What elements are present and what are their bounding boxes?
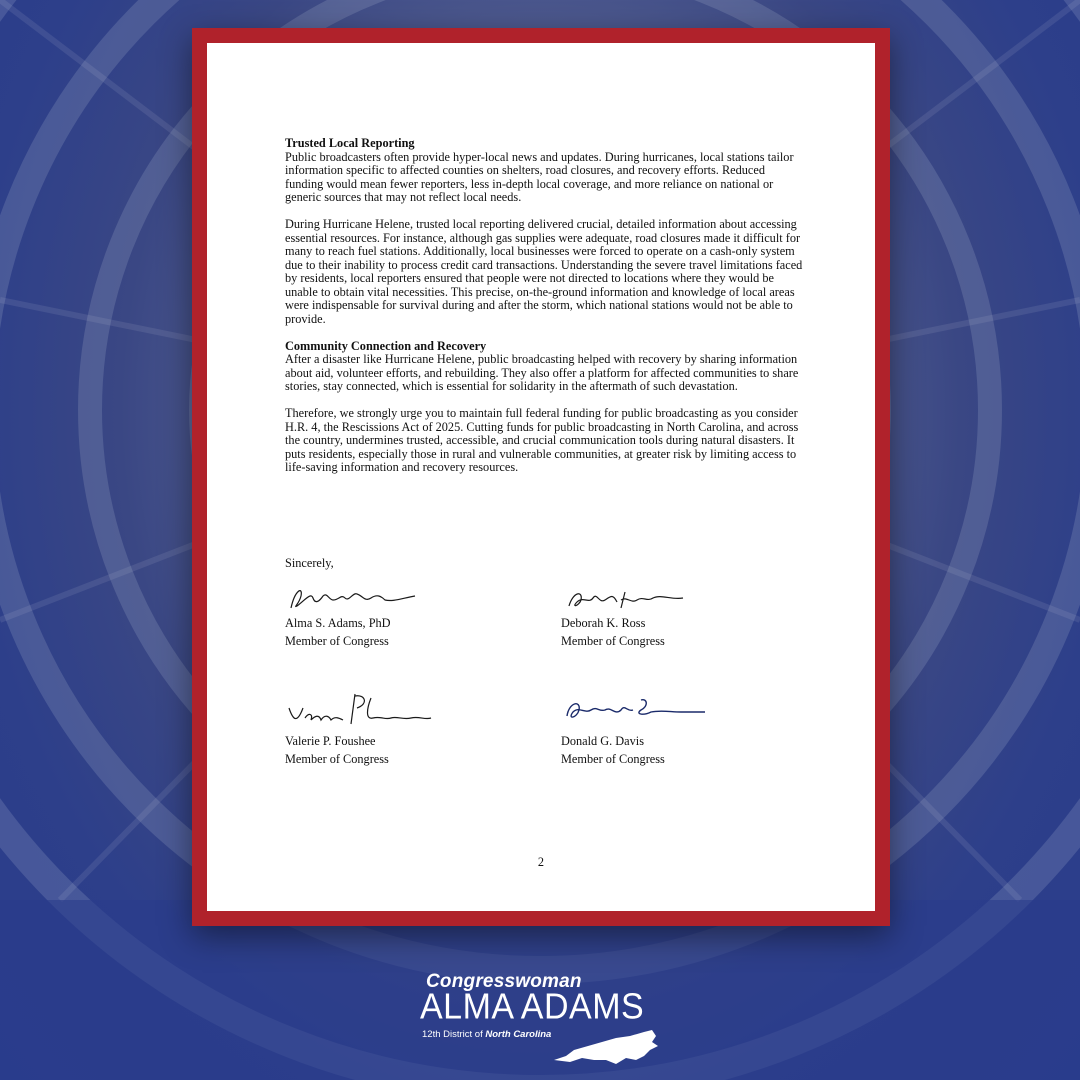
section-heading: Community Connection and Recovery xyxy=(285,338,487,353)
page-number: 2 xyxy=(537,855,545,869)
logo-prefix: Congresswoman xyxy=(426,971,582,992)
district-state: North Carolina xyxy=(485,1029,552,1040)
signer-adams xyxy=(285,584,425,650)
signature-block xyxy=(285,556,805,766)
section-community-connection xyxy=(285,340,805,394)
section-heading: Trusted Local Reporting xyxy=(285,136,415,150)
logo-district xyxy=(422,1029,551,1040)
signature-davis xyxy=(561,690,711,732)
signer-name: Alma S. Adams, PhD xyxy=(285,616,391,630)
salutation: Sincerely, xyxy=(285,556,334,570)
north-carolina-map-icon xyxy=(552,1026,662,1066)
signature-foushee xyxy=(285,690,435,732)
closing-paragraph: Therefore, we strongly urge you to maintain full federal funding for public broadcasting as you consider H.R. 4, the Rescissions Act of 2025. Cutting funds for public broadcasting in North Carolina, and across the country, undermines trusted, accessible, and crucial communication tools during natural disasters. It puts residents, especially those in rural and vulnerable communities, at greater risk by limiting access to life-saving information and recovery resources. xyxy=(285,406,799,474)
signature-ross xyxy=(561,584,691,614)
signer-name: Donald G. Davis xyxy=(561,734,644,748)
red-frame xyxy=(192,28,890,926)
signer-name: Deborah K. Ross xyxy=(561,616,646,630)
letter-body xyxy=(285,137,805,488)
section-trusted-local-reporting xyxy=(285,137,805,205)
signer-name: Valerie P. Foushee xyxy=(285,734,376,748)
logo-name: ALMA ADAMS xyxy=(420,987,645,1027)
signature-adams xyxy=(285,584,425,614)
signer-ross xyxy=(561,584,691,650)
signer-title: Member of Congress xyxy=(285,752,389,766)
paragraph: Public broadcasters often provide hyper-local news and updates. During hurricanes, local stations tailor information specific to affected counties on shelters, road closures, and recovery efforts. Reduced funding would mean fewer reporters, less in-depth local coverage, and more reliance on national or generic sources that may not reflect local needs. xyxy=(285,149,794,204)
paragraph: After a disaster like Hurricane Helene, public broadcasting helped with recovery by sharing information about aid, volunteer efforts, and rebuilding. They also offer a platform for affected communities to share stories, stay connected, which is essential for solidarity in the aftermath of such devastation. xyxy=(285,352,799,393)
letter-page xyxy=(207,43,875,911)
congresswoman-logo xyxy=(400,968,680,1068)
signer-davis xyxy=(561,690,711,768)
signer-title: Member of Congress xyxy=(285,634,389,648)
district-prefix: 12th District of xyxy=(422,1029,483,1040)
signer-title: Member of Congress xyxy=(561,752,665,766)
signer-foushee xyxy=(285,690,435,768)
signer-title: Member of Congress xyxy=(561,634,665,648)
paragraph: During Hurricane Helene, trusted local reporting delivered crucial, detailed information about accessing essential resources. For instance, although gas supplies were adequate, road closures made it difficult for many to reach fuel stations. Additionally, local businesses were forced to operate on a cash-only system due to their inability to process credit card transactions. Understanding the severe travel limitations faced by residents, local reporters ensured that people were not directed to locations where they would be unable to obtain vital necessities. This precise, on-the-ground information and knowledge of local areas were indispensable for survival during and after the storm, which national stations would not be able to provide. xyxy=(285,217,803,326)
